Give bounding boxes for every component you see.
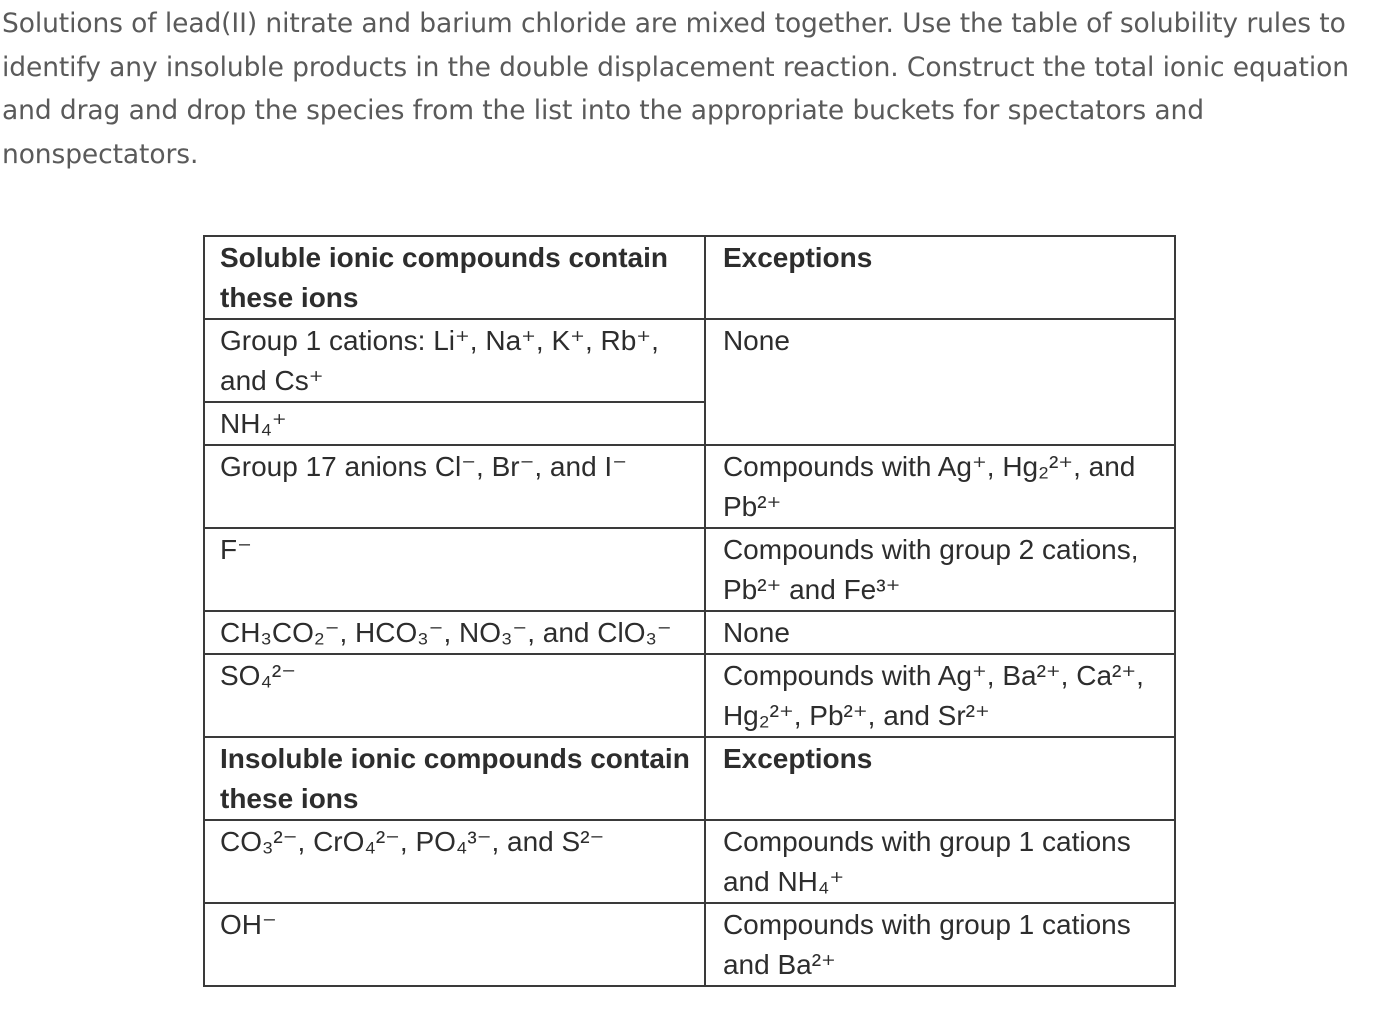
table-row xyxy=(204,737,1175,820)
table-row xyxy=(204,319,1175,402)
carbonate-ions-cell: CO₃²⁻, CrO₄²⁻, PO₄³⁻, and S²⁻ xyxy=(204,820,705,903)
table-row xyxy=(204,903,1175,986)
group1-ions-cell: Group 1 cations: Li⁺, Na⁺, K⁺, Rb⁺, and Cs⁺ xyxy=(204,319,705,402)
nh4-ions-cell: NH₄⁺ xyxy=(204,402,705,445)
table-row xyxy=(204,236,1175,319)
question-text: Solutions of lead(II) nitrate and barium chloride are mixed together. Use the table of solubility rules to identify any insoluble products in the double displacement reaction. Construct the total ionic equation and drag and drop the species from the list into the appropriate buckets for spectators and nonspectators. xyxy=(2,8,1349,170)
carbonate-exception-cell: Compounds with group 1 cations and NH₄⁺ xyxy=(705,820,1175,903)
table-row xyxy=(204,654,1175,737)
insoluble-header: Insoluble ionic compounds contain these ions xyxy=(204,737,705,820)
group17-exception-cell: Compounds with Ag⁺, Hg₂²⁺, and Pb²⁺ xyxy=(705,445,1175,528)
table-row xyxy=(204,528,1175,611)
exceptions-header: Exceptions xyxy=(705,236,1175,319)
soluble-header: Soluble ionic compounds contain these ions xyxy=(204,236,705,319)
hydroxide-exception-cell: Compounds with group 1 cations and Ba²⁺ xyxy=(705,903,1175,986)
hydroxide-ions-cell: OH⁻ xyxy=(204,903,705,986)
solubility-rules-table xyxy=(203,235,1176,987)
table-row xyxy=(204,820,1175,903)
group17-ions-cell: Group 17 anions Cl⁻, Br⁻, and I⁻ xyxy=(204,445,705,528)
fluoride-exception-cell: Compounds with group 2 cations, Pb²⁺ and Fe³⁺ xyxy=(705,528,1175,611)
table-row xyxy=(204,445,1175,528)
fluoride-ions-cell: F⁻ xyxy=(204,528,705,611)
sulfate-ions-cell: SO₄²⁻ xyxy=(204,654,705,737)
group1-exception-cell: None xyxy=(705,319,1175,445)
acetate-ions-cell: CH₃CO₂⁻, HCO₃⁻, NO₃⁻, and ClO₃⁻ xyxy=(204,611,705,654)
exceptions-header-2: Exceptions xyxy=(705,737,1175,820)
table-row xyxy=(204,611,1175,654)
acetate-exception-cell: None xyxy=(705,611,1175,654)
sulfate-exception-cell: Compounds with Ag⁺, Ba²⁺, Ca²⁺, Hg₂²⁺, Pb²⁺, and Sr²⁺ xyxy=(705,654,1175,737)
